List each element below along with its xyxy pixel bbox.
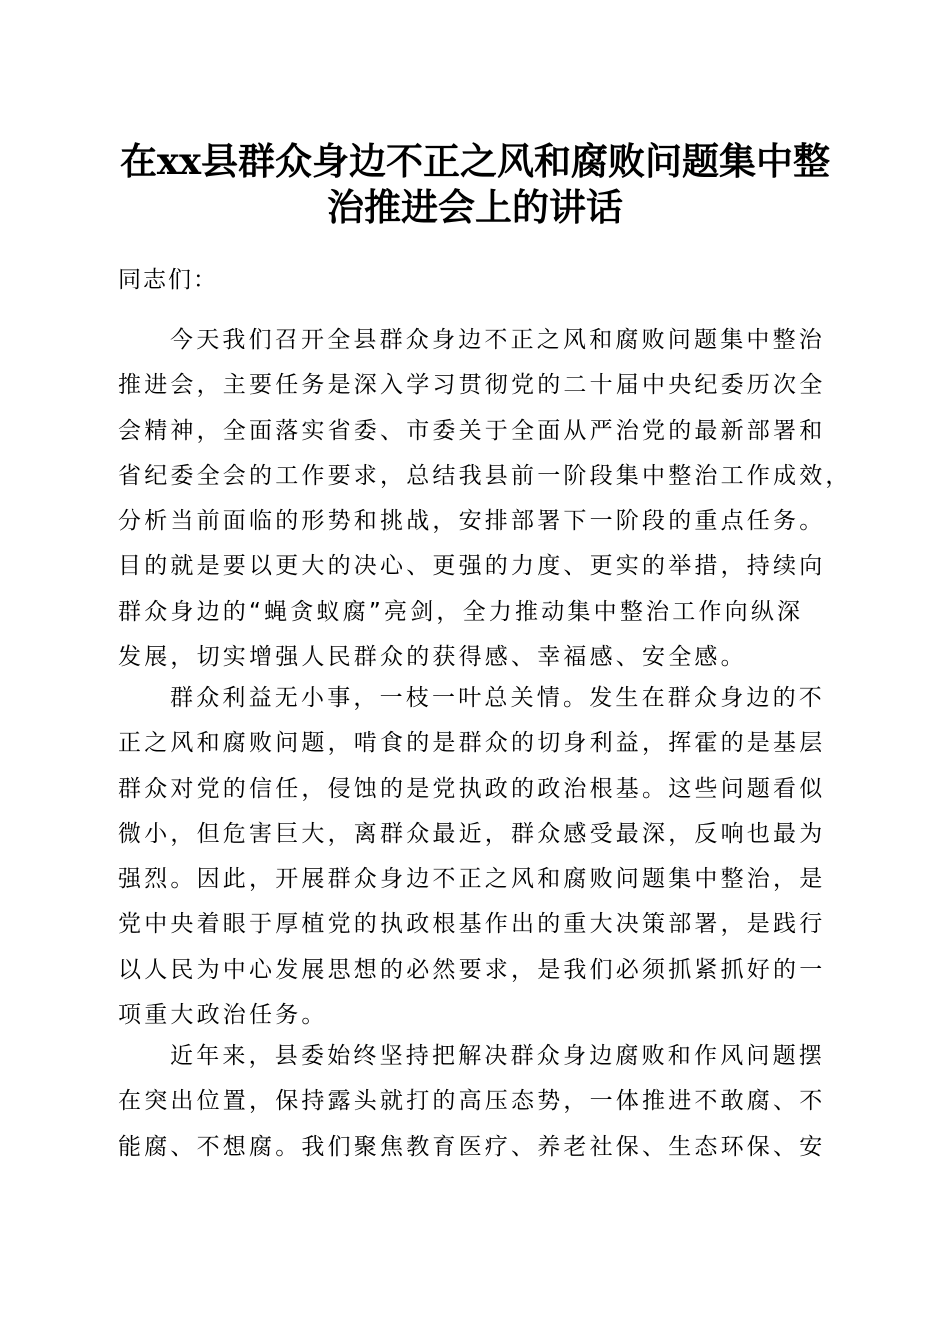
paragraph-line: 群众对党的信任，侵蚀的是党执政的政治根基。这些问题看似 xyxy=(118,775,826,802)
paragraph-line: 目的就是要以更大的决心、更强的力度、更实的举措，持续向 xyxy=(118,553,826,580)
paragraph-line: 今天我们召开全县群众身边不正之风和腐败问题集中整治 xyxy=(170,327,825,353)
paragraph-line: 近年来，县委始终坚持把解决群众身边腐败和作风问题摆 xyxy=(170,1043,825,1069)
paragraph-line: 推进会，主要任务是深入学习贯彻党的二十届中央纪委历次全 xyxy=(118,372,826,399)
paragraph-line: 强烈。因此，开展群众身边不正之风和腐败问题集中整治，是 xyxy=(118,866,826,893)
paragraph-line: 以人民为中心发展思想的必然要求，是我们必须抓紧抓好的一 xyxy=(118,956,826,983)
paragraph-line: 项重大政治任务。 xyxy=(118,1002,328,1029)
paragraph-3 xyxy=(118,1034,838,1170)
paragraph-line: 会精神，全面落实省委、市委关于全面从严治党的最新部署和 xyxy=(118,417,826,444)
paragraph-line: 党中央着眼于厚植党的执政根基作出的重大决策部署，是践行 xyxy=(118,911,826,938)
paragraph-2 xyxy=(118,676,838,1038)
paragraph-line: 群众利益无小事，一枝一叶总关情。发生在群众身边的不 xyxy=(170,685,825,711)
paragraph-line: 省纪委全会的工作要求，总结我县前一阶段集中整治工作成效， xyxy=(118,462,852,489)
paragraph-line: 群众身边的“蝇贪蚁腐”亮剑，全力推动集中整治工作向纵深 xyxy=(118,598,804,625)
document-title-line-1: 在xx县群众身边不正之风和腐败问题集中整 xyxy=(119,139,831,183)
paragraph-line: 正之风和腐败问题，啃食的是群众的切身利益，挥霍的是基层 xyxy=(118,730,826,757)
paragraph-line: 分析当前面临的形势和挑战，安排部署下一阶段的重点任务。 xyxy=(118,508,826,535)
document-title-line-2: 治推进会上的讲话 xyxy=(327,185,623,229)
greeting: 同志们： xyxy=(118,267,218,293)
paragraph-line: 能腐、不想腐。我们聚焦教育医疗、养老社保、生态环保、安 xyxy=(118,1133,826,1160)
paragraph-line: 微小，但危害巨大，离群众最近，群众感受最深，反响也最为 xyxy=(118,820,826,847)
paragraph-line: 发展，切实增强人民群众的获得感、幸福感、安全感。 xyxy=(118,644,747,671)
paragraph-1 xyxy=(118,318,852,680)
paragraph-line: 在突出位置，保持露头就打的高压态势，一体推进不敢腐、不 xyxy=(118,1088,826,1115)
